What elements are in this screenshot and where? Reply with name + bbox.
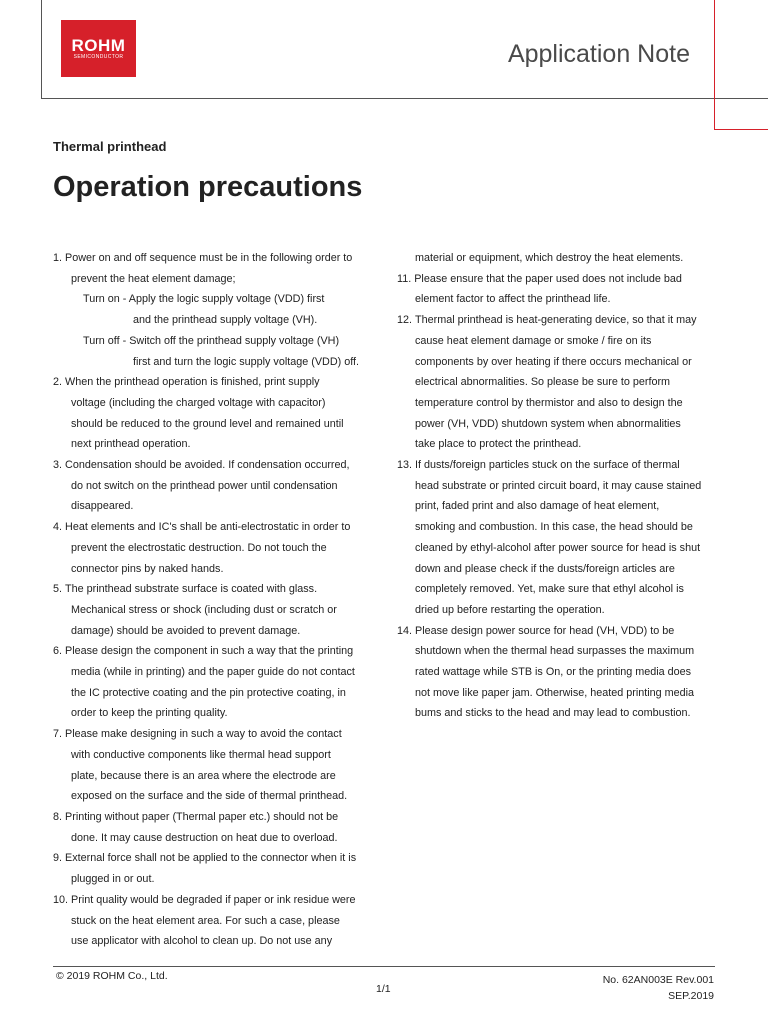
list-item-continuation: connector pins by naked hands. bbox=[71, 562, 224, 575]
list-item-continuation: bums and sticks to the head and may lead to combustion. bbox=[415, 707, 691, 720]
list-item-number: 5. bbox=[53, 583, 63, 596]
list-item-continuation: cause heat element damage or smoke / fire on its bbox=[415, 334, 652, 347]
list-item-text: Heat elements and IC's shall be anti-electrostatic in order to bbox=[65, 521, 351, 534]
logo-subtext: SEMICONDUCTOR bbox=[73, 54, 124, 60]
list-item-number: 3. bbox=[53, 459, 63, 472]
list-item-text: Thermal printhead is heat-generating device, so that it may bbox=[415, 314, 697, 327]
list-item-continuation: disappeared. bbox=[71, 500, 134, 513]
list-item-text: Power on and off sequence must be in the following order to bbox=[65, 252, 353, 264]
list-item-continuation: the IC protective coating and the pin protective coating, in bbox=[71, 686, 346, 699]
header-left-border bbox=[41, 0, 42, 99]
accent-horizontal-line bbox=[714, 129, 768, 130]
list-item-text: Please design power source for head (VH, VDD) to be bbox=[415, 624, 675, 637]
list-item-text: External force shall not be applied to the connector when it is bbox=[65, 852, 357, 865]
list-item-continuation: down and please check if the dusts/foreign articles are bbox=[415, 562, 675, 575]
list-item bbox=[53, 807, 378, 828]
list-item-continuation: use applicator with alcohol to clean up. Do not use any bbox=[71, 935, 333, 948]
right-column bbox=[397, 248, 717, 724]
list-item-continuation: head substrate or printed circuit board, it may cause stained bbox=[415, 479, 702, 492]
document-title: Operation precautions bbox=[53, 171, 363, 203]
copyright-text: © 2019 ROHM Co., Ltd. bbox=[56, 970, 168, 982]
list-item-continuation: not move like paper jam. Otherwise, heated printing media bbox=[415, 686, 695, 699]
document-date: SEP.2019 bbox=[668, 990, 714, 1002]
list-item bbox=[397, 621, 717, 642]
list-item bbox=[53, 517, 378, 538]
list-item-continuation: done. It may cause destruction on heat due to overload. bbox=[71, 831, 338, 844]
list-item-number: 6. bbox=[53, 645, 63, 658]
list-item-text: Printing without paper (Thermal paper etc.) should not be bbox=[65, 810, 339, 823]
list-item-continuation: print, faded print and also damage of heat element, bbox=[415, 500, 660, 513]
list-item-continuation: do not switch on the printhead power until condensation bbox=[71, 479, 338, 492]
list-item-number: 9. bbox=[53, 852, 63, 865]
list-item-text: The printhead substrate surface is coated with glass. bbox=[65, 583, 318, 596]
list-item bbox=[397, 455, 717, 476]
list-item-continuation: media (while in printing) and the paper guide do not contact bbox=[71, 666, 355, 679]
list-item-continuation: rated wattage while STB is On, or the printing media does bbox=[415, 666, 692, 679]
document-subtitle: Thermal printhead bbox=[53, 139, 167, 154]
list-item bbox=[397, 310, 717, 331]
list-item-continuation: element factor to affect the printhead life. bbox=[415, 293, 611, 306]
list-item-continuation: plate, because there is an area where the electrode are bbox=[71, 769, 336, 782]
list-item-text: When the printhead operation is finished, print supply bbox=[65, 376, 320, 389]
sequence-step-text: first and turn the logic supply voltage (VDD) off. bbox=[133, 355, 360, 368]
list-item-number: 10. bbox=[53, 893, 69, 906]
list-item-text: If dusts/foreign particles stuck on the surface of thermal bbox=[415, 459, 680, 472]
list-item-text: Please make designing in such a way to avoid the contact bbox=[65, 728, 342, 741]
list-item-text: Condensation should be avoided. If condensation occurred, bbox=[65, 459, 350, 472]
list-item-continuation: Mechanical stress or shock (including dust or scratch or bbox=[71, 603, 337, 616]
footer-doc-info bbox=[603, 972, 714, 1004]
list-item-number: 11. bbox=[397, 272, 412, 285]
sequence-step-text: and the printhead supply voltage (VH). bbox=[133, 314, 318, 327]
list-item bbox=[397, 269, 717, 290]
list-item-continuation: electrical abnormalities. So please be sure to perform bbox=[415, 376, 671, 389]
list-item-continuation: prevent the electrostatic destruction. Do not touch the bbox=[71, 541, 327, 554]
application-note-heading: Application Note bbox=[507, 40, 690, 68]
list-item bbox=[53, 579, 378, 600]
list-item bbox=[53, 248, 378, 269]
list-item-continuation: with conductive components like thermal head support bbox=[71, 748, 331, 761]
list-item-continuation: components by over heating if there occurs mechanical or bbox=[415, 355, 692, 368]
page-number: 1/1 bbox=[376, 983, 391, 995]
list-item-continuation: material or equipment, which destroy the heat elements. bbox=[415, 252, 684, 264]
list-item-number: 7. bbox=[53, 728, 63, 741]
list-item-number: 13. bbox=[397, 459, 413, 472]
list-item-number: 14. bbox=[397, 624, 413, 637]
list-item-text: Print quality would be degraded if paper or ink residue were bbox=[71, 893, 356, 906]
list-item bbox=[53, 890, 378, 911]
left-column bbox=[53, 248, 378, 952]
list-item-continuation: temperature control by thermistor and also to design the bbox=[415, 396, 683, 409]
list-item-number: 12. bbox=[397, 314, 413, 327]
list-item bbox=[53, 724, 378, 745]
list-item-continuation: cleaned by ethyl-alcohol after power source for head is shut bbox=[415, 541, 701, 554]
list-item bbox=[53, 455, 378, 476]
header-bottom-border bbox=[41, 98, 768, 99]
list-item bbox=[53, 848, 378, 869]
document-number: No. 62AN003E Rev.001 bbox=[602, 974, 714, 986]
list-item-text: Please ensure that the paper used does not include bad bbox=[414, 272, 682, 285]
accent-vertical-line bbox=[714, 0, 715, 130]
list-item-number: 8. bbox=[53, 810, 63, 823]
logo-text: ROHM bbox=[71, 36, 126, 55]
list-item-continuation: shutdown when the thermal head surpasses the maximum bbox=[415, 645, 695, 658]
list-item-continuation: exposed on the surface and the side of thermal printhead. bbox=[71, 790, 348, 803]
list-item-continuation: prevent the heat element damage; bbox=[71, 272, 236, 285]
sequence-step-text: Turn off - Switch off the printhead supply voltage (VH) bbox=[83, 334, 340, 347]
list-item-continuation: stuck on the heat element area. For such a case, please bbox=[71, 914, 340, 927]
footer-divider bbox=[53, 966, 715, 967]
list-item-continuation: plugged in or out. bbox=[71, 873, 155, 886]
list-item-continuation: smoking and combustion. In this case, the head should be bbox=[415, 521, 693, 534]
list-item-continuation: power (VH, VDD) shutdown system when abnormalities bbox=[415, 417, 681, 430]
list-item-continuation: should be reduced to the ground level and remained until bbox=[71, 417, 344, 430]
list-item-continuation: order to keep the printing quality. bbox=[71, 707, 228, 720]
list-item-continuation: next printhead operation. bbox=[71, 438, 191, 451]
list-item-continuation: completely removed. Yet, make sure that ethyl alcohol is bbox=[415, 583, 684, 596]
list-item-number: 1. bbox=[53, 252, 63, 264]
list-item bbox=[53, 372, 378, 393]
list-item-continuation: dried up before restarting the operation. bbox=[415, 603, 605, 616]
list-item-number: 2. bbox=[53, 376, 63, 389]
list-item-continuation: take place to protect the printhead. bbox=[415, 438, 582, 451]
list-item-continuation: damage) should be avoided to prevent damage. bbox=[71, 624, 301, 637]
list-item bbox=[53, 641, 378, 662]
list-item-text: Please design the component in such a way that the printing bbox=[65, 645, 354, 658]
list-item-number: 4. bbox=[53, 521, 63, 534]
sequence-step-text: Turn on - Apply the logic supply voltage (VDD) first bbox=[83, 293, 325, 306]
rohm-logo bbox=[61, 20, 136, 77]
list-item-continuation: voltage (including the charged voltage with capacitor) bbox=[71, 396, 326, 409]
